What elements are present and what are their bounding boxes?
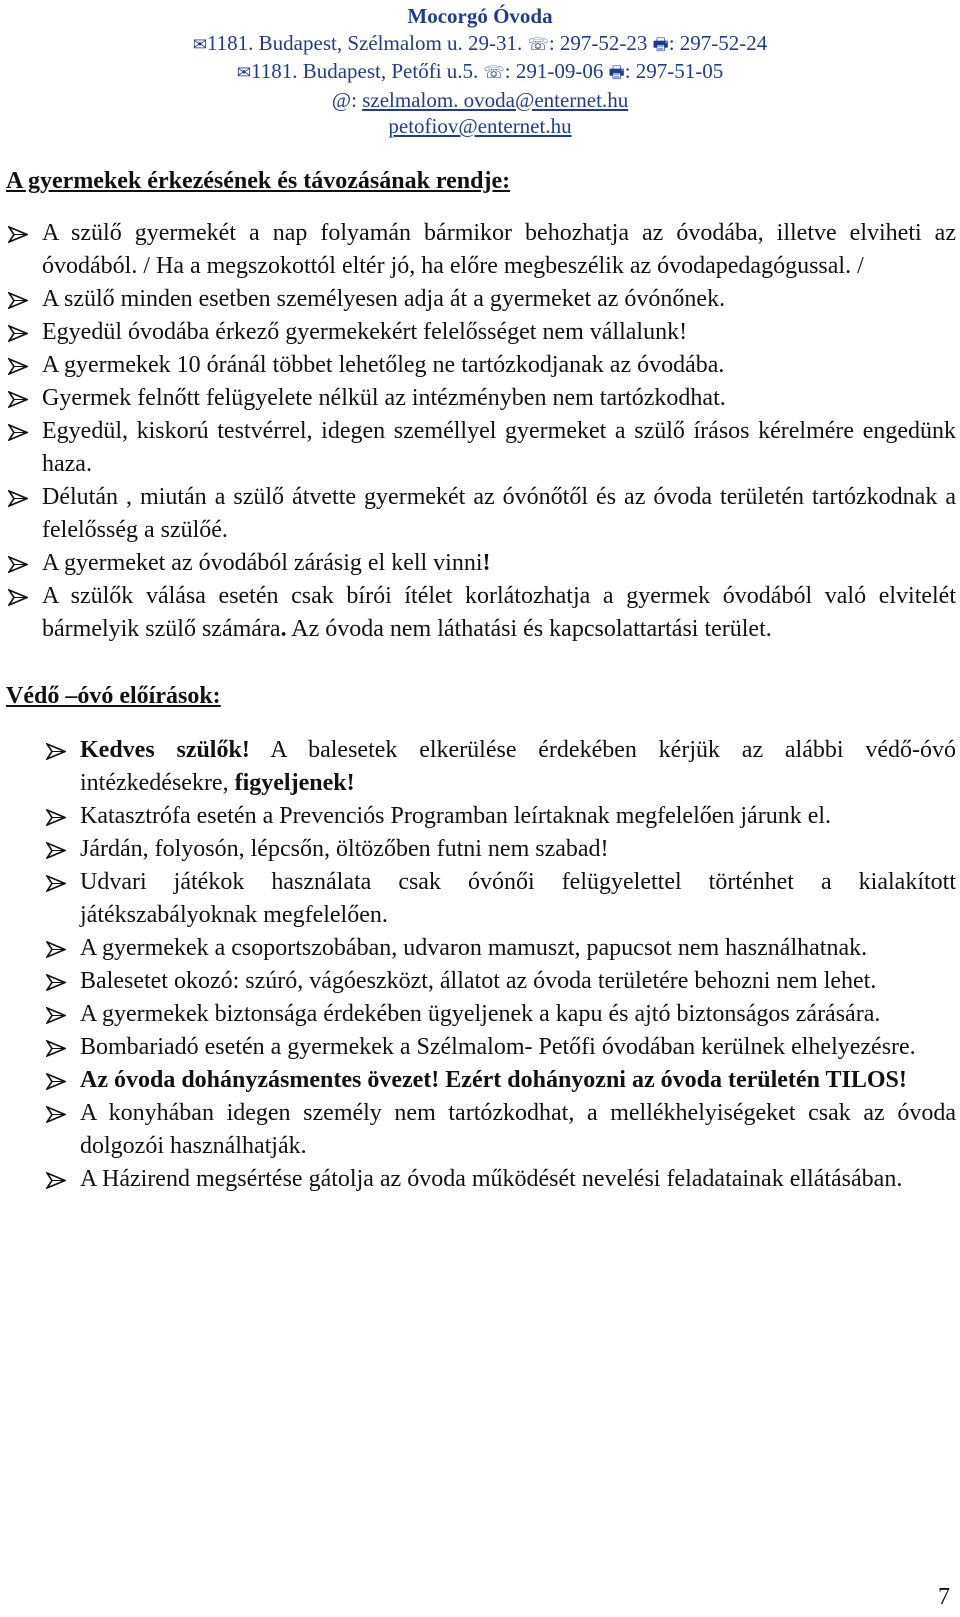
list-item: A szülők válása esetén csak bírói ítélet korlátozhatja a gyermek óvodából való elvitelét bármelyik szülő számára. Az óvoda nem láthatási és kapcsolattartási terület. (0, 580, 956, 646)
list-item: Egyedül, kiskorú testvérrel, idegen személlyel gyermeket a szülő írásos kérelmére engedünk haza. (0, 415, 956, 481)
list-item: Az óvoda dohányzásmentes övezet! Ezért dohányozni az óvoda területén TILOS! (0, 1064, 956, 1097)
arrival-rules-list (0, 217, 960, 646)
address-line-1 (0, 30, 960, 59)
email-link-szelmalom[interactable]: szelmalom. ovoda@enternet.hu (362, 87, 629, 112)
envelope-icon: ✉ (236, 63, 251, 83)
section-heading-safety: Védő –óvó előírások: (6, 683, 221, 709)
list-item: Bombariadó esetén a gyermekek a Szélmalom- Petőfi óvodában kerülnek elhelyezésre. (0, 1031, 956, 1064)
list-item: Délután , miután a szülő átvette gyermekét az óvónőtől és az óvoda területén tartózkodnak a felelősség a szülőé. (0, 481, 956, 547)
email-line-2 (0, 113, 960, 140)
envelope-icon: ✉ (192, 34, 207, 55)
list-item: A gyermekek 10 óránál többet lehetőleg ne tartózkodjanak az óvodába. (0, 349, 956, 382)
arrowhead-bullet-icon (8, 217, 30, 250)
address-line-2 (0, 58, 960, 87)
address-1: 1181. Budapest, Szélmalom u. 29-31. (206, 30, 523, 55)
printer-icon: 🖶 (608, 63, 625, 83)
arrowhead-bullet-icon (46, 932, 68, 965)
arrowhead-bullet-icon (46, 1097, 68, 1130)
email-line (0, 87, 960, 114)
list-item: A konyhában idegen személy nem tartózkodhat, a mellékhelyiségeket csak az óvoda dolgozói használhatják. (0, 1097, 956, 1163)
list-item: Kedves szülők! A balesetek elkerülése érdekében kérjük az alábbi védő-óvó intézkedésekre, figyeljenek! (0, 734, 956, 800)
safety-rules-list (0, 734, 960, 1196)
arrowhead-bullet-icon (46, 734, 68, 767)
list-item: Balesetet okozó: szúró, vágóeszközt, állatot az óvoda területére behozni nem lehet. (0, 965, 956, 998)
list-item: Járdán, folyosón, lépcsőn, öltözőben futni nem szabad! (0, 833, 956, 866)
telephone-icon: ☏ (483, 63, 505, 83)
arrowhead-bullet-icon (8, 547, 30, 580)
list-item: Gyermek felnőtt felügyelete nélkül az intézményben nem tartózkodhat. (0, 382, 956, 415)
list-item: A gyermekek biztonsága érdekében ügyeljenek a kapu és ajtó biztonságos zárására. (0, 998, 956, 1031)
school-name: Mocorgó Óvoda (407, 4, 553, 28)
list-item: A szülő gyermekét a nap folyamán bármikor behozhatja az óvodába, illetve elviheti az óvodából. / Ha a megszokottól eltér jó, ha előre megbeszélik az óvodapedagógussal. / (0, 217, 956, 283)
list-item: A gyermekek a csoportszobában, udvaron mamuszt, papucsot nem használhatnak. (0, 932, 956, 965)
arrowhead-bullet-icon (8, 415, 30, 448)
email-prefix: @: (331, 87, 363, 112)
arrowhead-bullet-icon (46, 998, 68, 1031)
arrowhead-bullet-icon (46, 1064, 68, 1097)
list-item: Katasztrófa esetén a Prevenciós Programban leírtaknak megfelelően járunk el. (0, 800, 956, 833)
arrowhead-bullet-icon (46, 1163, 68, 1196)
list-item: Udvari játékok használata csak óvónői felügyelettel történhet a kialakított játékszabályoknak megfelelően. (0, 866, 956, 932)
document-body (0, 165, 960, 1196)
list-item: Egyedül óvodába érkező gyermekekért felelősséget nem vállalunk! (0, 316, 956, 349)
list-item: A szülő minden esetben személyesen adja át a gyermeket az óvónőnek. (0, 283, 956, 316)
list-item: A Házirend megsértése gátolja az óvoda működését nevelési feladatainak ellátásában. (0, 1163, 956, 1196)
telephone-icon: ☏ (527, 34, 549, 55)
list-item: A gyermeket az óvodából zárásig el kell vinni! (0, 547, 956, 580)
arrowhead-bullet-icon (8, 349, 30, 382)
arrowhead-bullet-icon (8, 481, 30, 514)
arrowhead-bullet-icon (46, 965, 68, 998)
phone-2: : 291-09-06 (504, 59, 604, 83)
arrowhead-bullet-icon (46, 800, 68, 833)
arrowhead-bullet-icon (8, 382, 30, 415)
arrowhead-bullet-icon (8, 580, 30, 613)
address-2: 1181. Budapest, Petőfi u.5. (250, 59, 479, 83)
letterhead (0, 3, 960, 140)
email-link-petofi[interactable]: petofiov@enternet.hu (388, 114, 572, 138)
arrowhead-bullet-icon (8, 316, 30, 349)
section-heading-arrival: A gyermekek érkezésének és távozásának rendje: (6, 168, 511, 194)
arrowhead-bullet-icon (46, 833, 68, 866)
phone-1: : 297-52-23 (548, 30, 648, 55)
fax-1: : 297-52-24 (668, 30, 768, 55)
arrowhead-bullet-icon (46, 866, 68, 899)
arrowhead-bullet-icon (8, 283, 30, 316)
page-number: 7 (938, 1584, 950, 1610)
printer-icon: 🖶 (652, 34, 669, 55)
arrowhead-bullet-icon (46, 1031, 68, 1064)
fax-2: : 297-51-05 (624, 59, 724, 83)
